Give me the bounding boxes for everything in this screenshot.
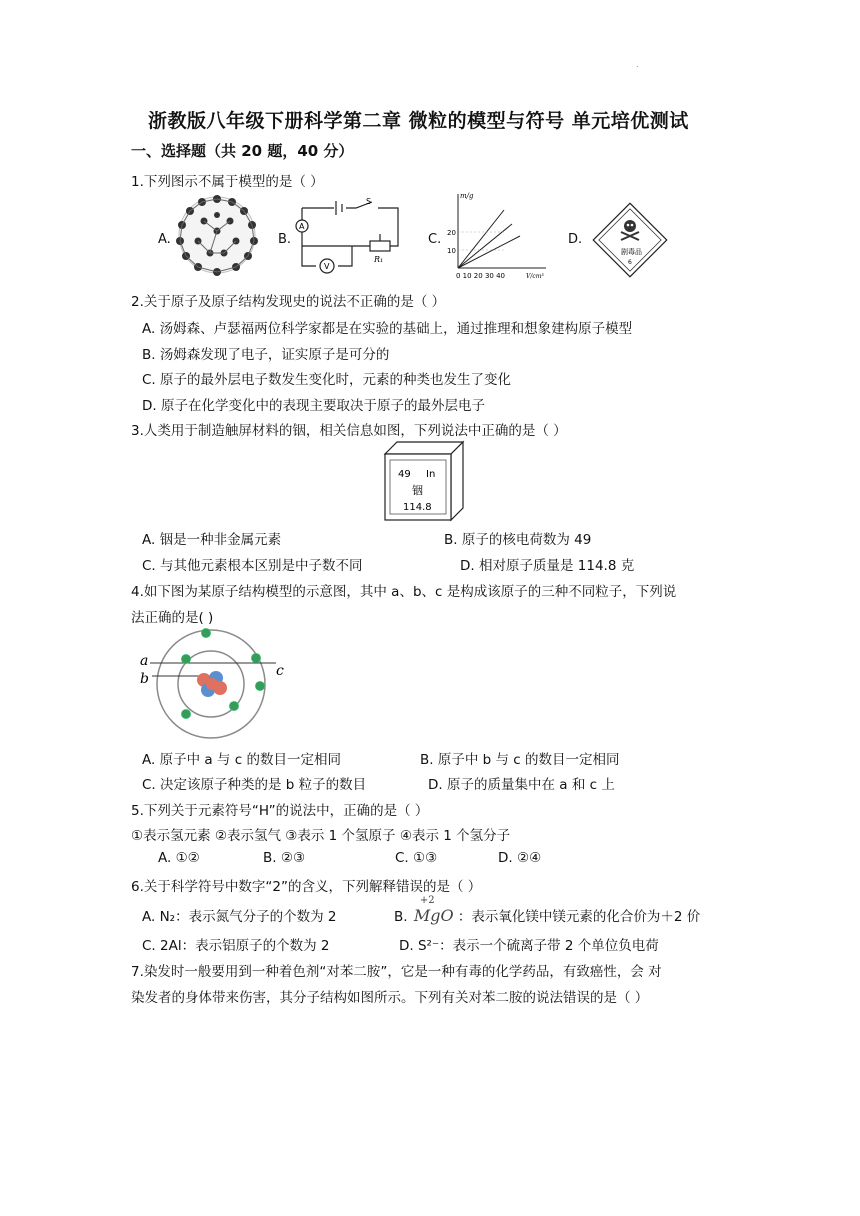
q1-stem: 1.下列图示不属于模型的是（ ） [131,174,324,190]
page-marker: . [636,60,639,69]
q7-line2: 染发者的身体带来伤害，其分子结构如图所示。下列有关对苯二胺的说法错误的是（ ） [131,990,649,1006]
buckyball-figure [172,193,262,278]
switch-label: S [366,197,372,206]
section-heading: 一、选择题（共 20 题，40 分） [131,142,354,160]
q3-option-c: C. 与其他元素根本区别是中子数不同 [142,558,363,574]
poison-sign-text: 剧毒品 [621,248,642,256]
q7-line1: 7.染发时一般要用到一种着色剂“对苯二胺”，它是一种有毒的化学药品，有致癌性，会 对 [131,964,662,980]
q1-label-b: B. [278,232,292,247]
particle-label-a: a [140,653,149,669]
voltmeter-label: V [324,262,330,271]
q1-label-c: C. [428,232,442,247]
page-title: 浙教版八年级下册科学第二章 微粒的模型与符号 单元培优测试 [148,110,689,132]
q3-option-a: A. 铟是一种非金属元素 [142,532,282,548]
q3-option-d: D. 相对原子质量是 114.8 克 [460,558,635,574]
q1-label-d: D. [568,232,583,247]
element-name: 铟 [412,484,423,497]
q4-option-c: C. 决定该原子种类的是 b 粒子的数目 [142,777,367,793]
graph-y-tick2: 10 [447,247,456,255]
graph-y-unit: m/g [460,192,474,200]
q1-label-a: A. [158,232,171,247]
q5-stem: 5.下列关于元素符号“H”的说法中，正确的是（ ） [131,803,429,819]
circuit-figure [294,196,406,276]
q2-option-b: B. 汤姆森发现了电子，证实原子是可分的 [142,347,390,363]
q5-option-d: D. ②④ [498,850,542,866]
q4-stem-line1: 4.如下图为某原子结构模型的示意图，其中 a、b、c 是构成该原子的三种不同粒子，下列说 [131,584,677,600]
q2-stem: 2.关于原子及原子结构发现史的说法不正确的是（ ） [131,294,446,310]
q5-option-a: A. ①② [158,850,200,866]
element-number: 49 [398,469,411,480]
q6-option-c: C. 2Al：表示铝原子的个数为 2 [142,938,330,954]
mgo-charge: +2 [419,895,435,906]
particle-label-b: b [140,671,149,687]
q2-option-d: D. 原子在化学变化中的表现主要取决于原子的最外层电子 [142,398,485,414]
mgo-text: MgO [413,906,454,925]
q4-option-a: A. 原子中 a 与 c 的数目一定相同 [142,752,341,768]
q6-stem: 6.关于科学符号中数字“2”的含义，下列解释错误的是（ ） [131,879,482,895]
mgo-formula [413,895,454,925]
q3-option-b: B. 原子的核电荷数为 49 [444,532,592,548]
q4-option-b: B. 原子中 b 与 c 的数目一定相同 [420,752,620,768]
q5-option-b: B. ②③ [263,850,306,866]
ammeter-label: A [299,222,305,231]
q2-option-c: C. 原子的最外层电子数发生变化时，元素的种类也发生了变化 [142,372,512,388]
q3-stem: 3.人类用于制造触屏材料的铟，相关信息如图，下列说法中正确的是（ ） [131,423,567,439]
q4-option-d: D. 原子的质量集中在 a 和 c 上 [428,777,615,793]
q6-option-a: A. N₂：表示氮气分子的个数为 2 [142,909,337,925]
poison-sign-figure [590,200,670,280]
q6-option-d: D. S²⁻：表示一个硫离子带 2 个单位负电荷 [399,938,659,954]
q5-option-c: C. ①③ [395,850,438,866]
element-symbol: In [426,469,436,480]
graph-x-unit: V/cm³ [526,273,544,280]
indium-element-cube [383,440,465,522]
q6-option-b-text: ：表示氧化镁中镁元素的化合价为＋2 价 [457,909,701,925]
mass-volume-graph [446,188,556,280]
graph-y-tick: 20 [447,229,456,237]
graph-x-ticks: 0 10 20 30 40 [456,272,505,280]
poison-sign-class: 6 [628,259,632,266]
q4-stem-line2: 法正确的是( ) [131,610,214,626]
element-mass: 114.8 [403,502,432,513]
q2-option-a: A. 汤姆森、卢瑟福两位科学家都是在实验的基础上，通过推理和想象建构原子模型 [142,321,633,337]
q6-option-b-prefix: B. [394,909,408,925]
atom-model-figure [138,628,288,740]
resistor-label: R₁ [374,255,384,264]
q6-option-b [394,895,701,925]
particle-label-c: c [276,663,284,679]
q5-statements: ①表示氢元素 ②表示氢气 ③表示 1 个氢原子 ④表示 1 个氢分子 [131,828,511,844]
